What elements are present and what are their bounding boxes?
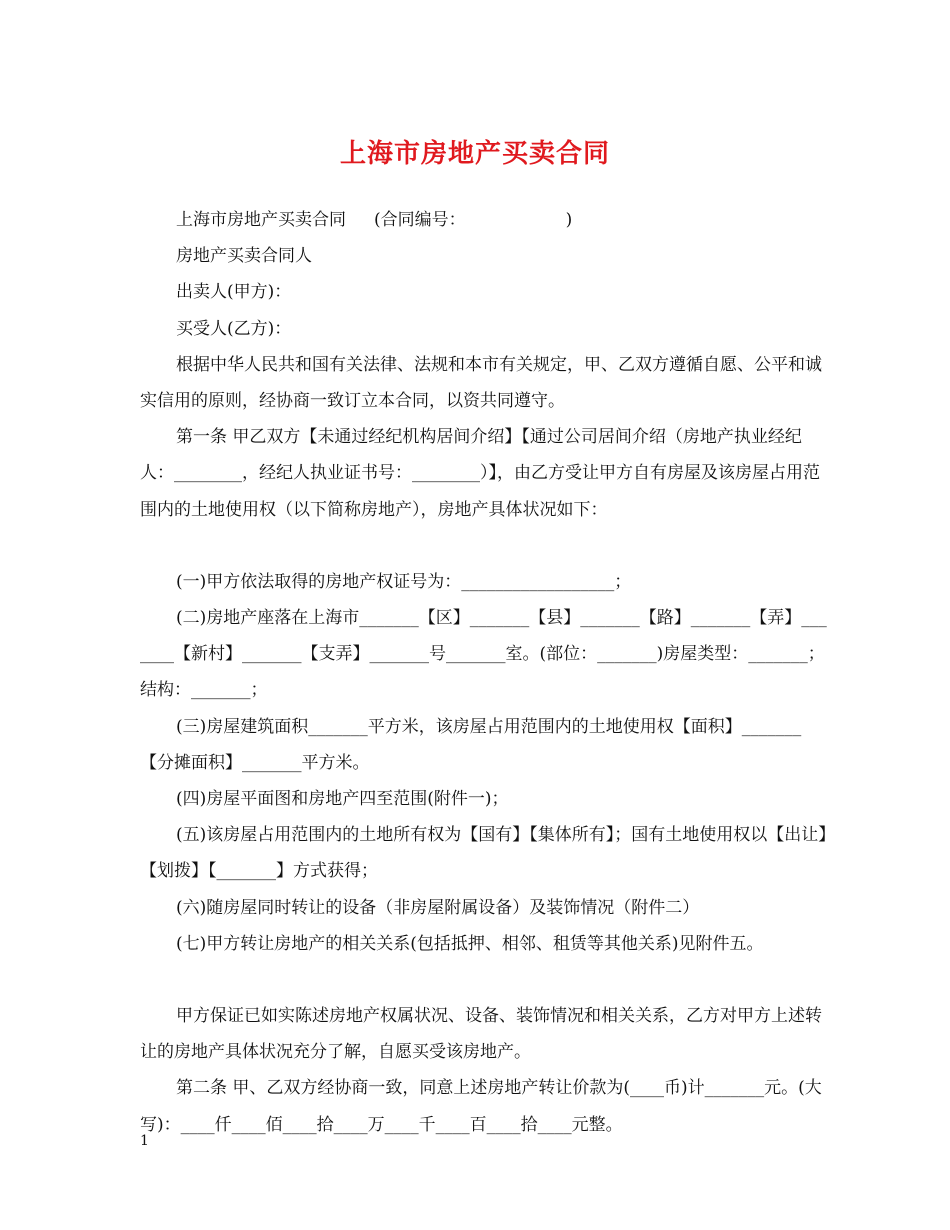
article-one-paragraph: 第一条 甲乙双方【未通过经纪机构居间介绍】【通过公司居间介绍（房地产执业经纪人：________，经纪人执业证书号：________）】，由乙方受让甲方自有房屋及该房屋占用范围内的土地使用权（以下简称房地产），房地产具体状况如下： bbox=[140, 427, 820, 520]
contract-name: 上海市房地产买卖合同 bbox=[176, 210, 346, 230]
item-five: (五)该房屋占用范围内的土地所有权为【国有】【集体所有】；国有土地使用权以【出让】【划拨】【_______】方式获得； bbox=[140, 825, 827, 882]
document-title: 上海市房地产买卖合同 bbox=[339, 139, 610, 169]
item-four: (四)房屋平面图和房地产四至范围(附件一)； bbox=[176, 789, 509, 810]
buyer-line: 买受人(乙方)： bbox=[176, 318, 292, 339]
item-seven: (七)甲方转让房地产的相关关系(包括抵押、相邻、租赁等其他关系)见附件五。 bbox=[176, 933, 764, 954]
page-number: 1 bbox=[140, 1133, 149, 1149]
seller-line: 出卖人(甲方)： bbox=[176, 282, 292, 303]
preamble-paragraph: 根据中华人民共和国有关法律、法规和本市有关规定，甲、乙双方遵循自愿、公平和诚实信用的原则，经协商一致订立本合同，以资共同遵守。 bbox=[140, 354, 822, 412]
item-one: (一)甲方依法取得的房地产权证号为：__________________； bbox=[176, 571, 632, 592]
contract-number-close: ) bbox=[565, 210, 573, 230]
document-body bbox=[140, 202, 830, 1143]
contract-number-label: (合同编号： bbox=[374, 210, 466, 230]
contract-header-line bbox=[140, 202, 830, 238]
item-six: (六)随房屋同时转让的设备（非房屋附属设备）及装饰情况（附件二） bbox=[176, 897, 700, 918]
item-three: (三)房屋建筑面积_______平方米，该房屋占用范围内的土地使用权【面积】_______【分摊面积】_______平方米。 bbox=[140, 716, 802, 773]
parties-heading: 房地产买卖合同人 bbox=[176, 246, 312, 267]
guarantee-paragraph: 甲方保证已如实陈述房地产权属状况、设备、装饰情况和相关关系，乙方对甲方上述转让的房地产具体状况充分了解，自愿买受该房地产。 bbox=[140, 1006, 822, 1063]
item-two: (二)房地产座落在上海市_______【区】_______【县】_______【路】_______【弄】_______【新村】_______【支弄】_______号_______室。(部位：_______)房屋类型：_______；结构：_______； bbox=[140, 608, 827, 701]
article-two-paragraph: 第二条 甲、乙双方经协商一致，同意上述房地产转让价款为(____币)计_______元。(大写)：____仟____佰____拾____万____千____百____拾____元整。 bbox=[140, 1078, 822, 1135]
